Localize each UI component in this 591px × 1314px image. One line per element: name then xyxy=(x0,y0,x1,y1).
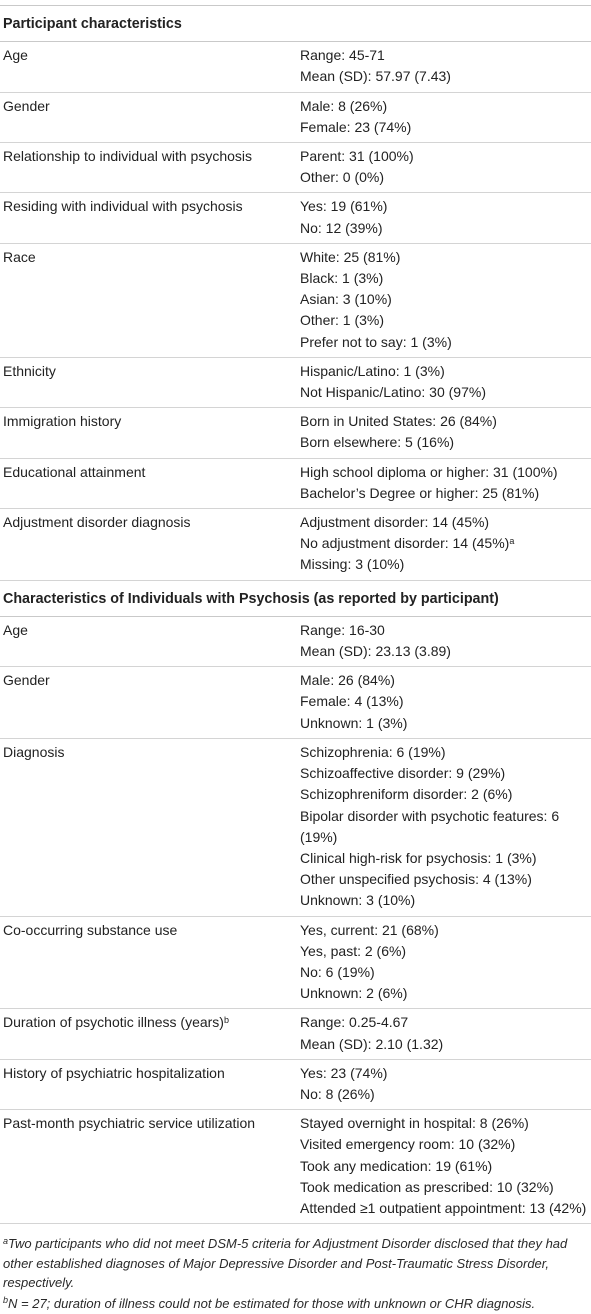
row-values xyxy=(300,920,591,1005)
section-header: Characteristics of Individuals with Psychosis (as reported by participant) xyxy=(0,581,591,617)
value-line xyxy=(300,45,587,66)
value-text: Stayed overnight in hospital: 8 (26%) xyxy=(300,1115,529,1132)
value-line xyxy=(300,941,587,962)
row-label xyxy=(0,1113,300,1219)
value-line xyxy=(300,670,587,691)
row-label-text: Immigration history xyxy=(3,413,122,430)
table-row xyxy=(0,1060,591,1110)
footnote xyxy=(3,1234,583,1293)
value-line xyxy=(300,218,587,239)
value-text: Schizoaffective disorder: 9 (29%) xyxy=(300,765,506,782)
value-line xyxy=(300,1134,587,1155)
value-text: High school diploma or higher: 31 (100%) xyxy=(300,463,558,480)
value-line xyxy=(300,1177,587,1198)
table-row xyxy=(0,193,591,243)
footnote-text: N = 27; duration of illness could not be estimated for those with unknown or CHR diagnosis. xyxy=(8,1295,536,1311)
row-label xyxy=(0,620,300,662)
value-line xyxy=(300,554,587,575)
row-label-text: Gender xyxy=(3,672,50,689)
value-line xyxy=(300,806,587,848)
row-label-text: Diagnosis xyxy=(3,743,65,760)
value-text: Male: 26 (84%) xyxy=(300,672,395,689)
value-line xyxy=(300,432,587,453)
value-text: Visited emergency room: 10 (32%) xyxy=(300,1136,516,1153)
row-values xyxy=(300,411,591,453)
row-label-text: Gender xyxy=(3,97,50,114)
table-row xyxy=(0,739,591,917)
value-line xyxy=(300,742,587,763)
value-text: Parent: 31 (100%) xyxy=(300,148,414,165)
value-text: Took medication as prescribed: 10 (32%) xyxy=(300,1178,554,1195)
value-text: Adjustment disorder: 14 (45%) xyxy=(300,514,490,531)
row-label xyxy=(0,411,300,453)
value-line xyxy=(300,1034,587,1055)
value-text: White: 25 (81%) xyxy=(300,248,401,265)
row-label-text: Adjustment disorder diagnosis xyxy=(3,514,191,531)
value-text: Female: 23 (74%) xyxy=(300,118,412,135)
value-line xyxy=(300,483,587,504)
row-values xyxy=(300,462,591,504)
value-line xyxy=(300,196,587,217)
footnote-marker: b xyxy=(3,1295,9,1306)
value-line xyxy=(300,411,587,432)
row-label xyxy=(0,196,300,238)
value-line xyxy=(300,361,587,382)
value-text: No: 8 (26%) xyxy=(300,1085,375,1102)
section-header: Participant characteristics xyxy=(0,6,591,42)
value-line xyxy=(300,310,587,331)
value-text: Range: 16-30 xyxy=(300,621,385,638)
table-row xyxy=(0,509,591,581)
table-row xyxy=(0,617,591,667)
row-label xyxy=(0,512,300,576)
value-text: No adjustment disorder: 14 (45%) xyxy=(300,535,510,552)
table-row xyxy=(0,244,591,358)
value-text: Range: 0.25-4.67 xyxy=(300,1014,409,1031)
value-line xyxy=(300,96,587,117)
value-text: Yes: 19 (61%) xyxy=(300,198,388,215)
value-line xyxy=(300,289,587,310)
value-text: No: 12 (39%) xyxy=(300,219,383,236)
value-line xyxy=(300,1113,587,1134)
row-label-text: Residing with individual with psychosis xyxy=(3,198,243,215)
value-line xyxy=(300,983,587,1004)
value-text: Prefer not to say: 1 (3%) xyxy=(300,333,452,350)
value-text: Schizophrenia: 6 (19%) xyxy=(300,743,446,760)
footnote-marker: a xyxy=(509,535,515,546)
table-row xyxy=(0,358,591,408)
row-label xyxy=(0,247,300,353)
row-label-text: Co-occurring substance use xyxy=(3,921,178,938)
value-text: Other unspecified psychosis: 4 (13%) xyxy=(300,871,532,888)
value-line xyxy=(300,869,587,890)
value-text: Unknown: 1 (3%) xyxy=(300,714,408,731)
row-values xyxy=(300,1063,591,1105)
value-text: Mean (SD): 23.13 (3.89) xyxy=(300,643,451,660)
row-label xyxy=(0,670,300,734)
row-label-text: Educational attainment xyxy=(3,463,146,480)
value-line xyxy=(300,117,587,138)
footnote-text: Two participants who did not meet DSM-5 criteria for Adjustment Disorder disclosed that they had other established diagnoses of Major Depressive Disorder and Post-Traumatic Stress Disorder, respectively. xyxy=(3,1236,568,1291)
value-line xyxy=(300,167,587,188)
row-values xyxy=(300,742,591,912)
table-row xyxy=(0,667,591,739)
table-row xyxy=(0,1009,591,1059)
footnote xyxy=(3,1294,583,1314)
table-row xyxy=(0,459,591,509)
value-text: Other: 1 (3%) xyxy=(300,312,385,329)
value-text: Unknown: 2 (6%) xyxy=(300,985,408,1002)
table-body xyxy=(0,6,591,1224)
row-label xyxy=(0,1063,300,1105)
value-text: Yes: 23 (74%) xyxy=(300,1064,388,1081)
value-line xyxy=(300,763,587,784)
table-row xyxy=(0,143,591,193)
value-text: Mean (SD): 57.97 (7.43) xyxy=(300,68,451,85)
value-line xyxy=(300,713,587,734)
row-values xyxy=(300,146,591,188)
value-line xyxy=(300,247,587,268)
value-line xyxy=(300,1156,587,1177)
value-line xyxy=(300,920,587,941)
value-text: Bachelor’s Degree or higher: 25 (81%) xyxy=(300,484,540,501)
value-text: Male: 8 (26%) xyxy=(300,97,388,114)
row-label xyxy=(0,1012,300,1054)
value-line xyxy=(300,512,587,533)
row-values xyxy=(300,196,591,238)
row-label xyxy=(0,45,300,87)
table-row xyxy=(0,93,591,143)
value-line xyxy=(300,691,587,712)
row-values xyxy=(300,361,591,403)
value-text: Attended ≥1 outpatient appointment: 13 (42%) xyxy=(300,1199,587,1216)
value-text: Hispanic/Latino: 1 (3%) xyxy=(300,362,445,379)
value-line xyxy=(300,641,587,662)
row-label xyxy=(0,361,300,403)
row-label-text: Relationship to individual with psychosis xyxy=(3,148,253,165)
value-text: Missing: 3 (10%) xyxy=(300,556,405,573)
value-line xyxy=(300,332,587,353)
value-line xyxy=(300,462,587,483)
row-label-text: Ethnicity xyxy=(3,362,56,379)
value-text: Born elsewhere: 5 (16%) xyxy=(300,434,455,451)
value-line xyxy=(300,962,587,983)
row-values xyxy=(300,1113,591,1219)
value-line xyxy=(300,1012,587,1033)
value-text: Range: 45-71 xyxy=(300,47,385,64)
value-text: Yes, current: 21 (68%) xyxy=(300,921,439,938)
table-row xyxy=(0,408,591,458)
row-values xyxy=(300,512,591,576)
value-line xyxy=(300,533,587,554)
footnote-marker: a xyxy=(3,1235,9,1246)
row-values xyxy=(300,1012,591,1054)
row-label xyxy=(0,920,300,1005)
row-label xyxy=(0,742,300,912)
value-text: Unknown: 3 (10%) xyxy=(300,892,416,909)
value-text: Schizophreniform disorder: 2 (6%) xyxy=(300,786,513,803)
table-row xyxy=(0,1110,591,1224)
value-text: Born in United States: 26 (84%) xyxy=(300,413,497,430)
table-row xyxy=(0,42,591,92)
footnote-marker: b xyxy=(223,1014,229,1025)
value-line xyxy=(300,784,587,805)
value-line xyxy=(300,620,587,641)
value-text: Other: 0 (0%) xyxy=(300,169,385,186)
value-line xyxy=(300,382,587,403)
row-label-text: History of psychiatric hospitalization xyxy=(3,1064,225,1081)
row-label xyxy=(0,96,300,138)
value-line xyxy=(300,146,587,167)
value-text: Mean (SD): 2.10 (1.32) xyxy=(300,1035,444,1052)
table-row xyxy=(0,917,591,1010)
row-values xyxy=(300,620,591,662)
value-line xyxy=(300,268,587,289)
row-label-text: Age xyxy=(3,47,28,64)
value-text: Black: 1 (3%) xyxy=(300,270,384,287)
value-line xyxy=(300,1063,587,1084)
value-line xyxy=(300,1198,587,1219)
row-label-text: Race xyxy=(3,248,36,265)
value-line xyxy=(300,848,587,869)
value-text: Female: 4 (13%) xyxy=(300,693,404,710)
value-text: Bipolar disorder with psychotic features: 6 (19%) xyxy=(300,807,560,845)
value-line xyxy=(300,890,587,911)
value-text: Asian: 3 (10%) xyxy=(300,291,392,308)
value-text: Took any medication: 19 (61%) xyxy=(300,1157,493,1174)
value-text: No: 6 (19%) xyxy=(300,963,375,980)
value-text: Not Hispanic/Latino: 30 (97%) xyxy=(300,384,486,401)
footnotes xyxy=(0,1234,591,1313)
row-values xyxy=(300,670,591,734)
value-line xyxy=(300,66,587,87)
row-label-text: Age xyxy=(3,621,28,638)
value-text: Clinical high-risk for psychosis: 1 (3%) xyxy=(300,849,537,866)
value-text: Yes, past: 2 (6%) xyxy=(300,942,407,959)
value-line xyxy=(300,1084,587,1105)
row-label-text: Past-month psychiatric service utilization xyxy=(3,1115,256,1132)
row-label xyxy=(0,146,300,188)
row-label-text: Duration of psychotic illness (years) xyxy=(3,1014,224,1031)
row-values xyxy=(300,96,591,138)
row-values xyxy=(300,247,591,353)
row-label xyxy=(0,462,300,504)
row-values xyxy=(300,45,591,87)
